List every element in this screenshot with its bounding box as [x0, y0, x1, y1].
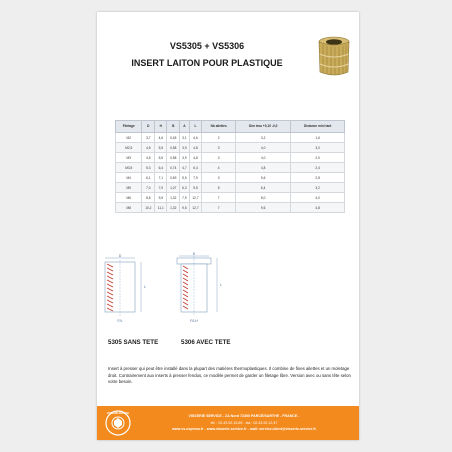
- table-cell: 3,1: [180, 133, 190, 143]
- table-cell: 9,6: [235, 203, 290, 213]
- table-cell: 3: [202, 173, 236, 183]
- table-cell: 4,5: [142, 143, 155, 153]
- table-cell: 1,32: [167, 203, 180, 213]
- table-cell: 6,3: [180, 183, 190, 193]
- brass-insert-image: [315, 34, 353, 80]
- table-cell: 7: [202, 193, 236, 203]
- table-cell: M8: [116, 203, 142, 213]
- table-cell: 2,0: [291, 153, 345, 163]
- table-cell: 4: [202, 163, 236, 173]
- table-cell: 3,7: [142, 133, 155, 143]
- table-cell: 3,9: [180, 153, 190, 163]
- table-cell: 0,69: [167, 173, 180, 183]
- footer-phone: tél. : 02.43.92.15.69 - fax : 02.43.92.12.47: [210, 420, 278, 425]
- table-cell: 7: [202, 203, 236, 213]
- table-row: [116, 163, 345, 173]
- table-cell: 9,5: [189, 183, 202, 193]
- table-row: [116, 193, 345, 203]
- table-cell: 6,4: [235, 183, 290, 193]
- table-row: [116, 133, 345, 143]
- table-cell: 0,58: [167, 153, 180, 163]
- col-distance: Distance mini tant: [291, 121, 345, 133]
- table-cell: 7,0: [142, 183, 155, 193]
- col-filetage: Filetage: [116, 121, 142, 133]
- footer-text: [139, 413, 349, 433]
- footer-web: www.vs-express.fr - www.visserie-service.fr - mail: service.client@visserie-service.fr: [171, 427, 317, 431]
- caption-5306: 5306 AVEC TETE: [181, 339, 231, 346]
- col-b: B: [167, 121, 180, 133]
- dim-label-l: L: [144, 285, 146, 289]
- caption-5305: 5305 SANS TETE: [108, 339, 159, 346]
- col-h: H: [155, 121, 167, 133]
- catalog-page: [97, 12, 359, 440]
- table-cell: M4: [116, 173, 142, 183]
- table-cell: 2,4: [291, 163, 345, 173]
- table-cell: 4,8: [235, 163, 290, 173]
- footer-address: VISSERIE SERVICE - ZA Nord 72300 PARCÉ/SARTHE - FRANCE -: [188, 414, 300, 418]
- table-cell: 7,1: [155, 173, 167, 183]
- table-cell: M5: [116, 183, 142, 193]
- footer-band: [97, 406, 359, 440]
- table-cell: 8,0: [235, 193, 290, 203]
- table-cell: 0,58: [167, 143, 180, 153]
- table-row: [116, 153, 345, 163]
- table-header-row: [116, 121, 345, 133]
- dim-label-fl: F/L: [117, 319, 123, 323]
- table-cell: 9,5: [180, 203, 190, 213]
- dim-label-d: D: [118, 254, 122, 258]
- table-cell: 4,6: [155, 133, 167, 143]
- table-cell: 8,6: [142, 193, 155, 203]
- table-cell: 7,9: [180, 193, 190, 203]
- product-description: [108, 366, 354, 388]
- table-cell: 7,9: [189, 173, 202, 183]
- col-a: A: [180, 121, 190, 133]
- table-cell: 1,6: [291, 133, 345, 143]
- table-cell: 6,1: [142, 173, 155, 183]
- table-cell: 3,2: [291, 183, 345, 193]
- table-row: [116, 173, 345, 183]
- table-cell: M2: [116, 133, 142, 143]
- product-subtitle: INSERT LAITON POUR PLASTIQUE: [131, 58, 283, 68]
- col-d: D: [142, 121, 155, 133]
- table-cell: 10,2: [142, 203, 155, 213]
- col-dim-trou: Dim trou +0,10 -0,0: [235, 121, 290, 133]
- table-cell: 3,0: [291, 143, 345, 153]
- table-cell: 3,9: [180, 143, 190, 153]
- drawing-5306: [169, 252, 249, 324]
- table-cell: 4,8: [291, 203, 345, 213]
- table-cell: 4,6: [189, 133, 202, 143]
- table-cell: 3,2: [235, 133, 290, 143]
- table-cell: 4,0: [235, 143, 290, 153]
- table-cell: 2,8: [291, 173, 345, 183]
- dim-label-flh: F/LH: [190, 319, 198, 323]
- table-cell: M2,5: [116, 143, 142, 153]
- col-nb-ailettes: Nb ailettes: [202, 121, 236, 133]
- table-cell: 5: [202, 183, 236, 193]
- table-cell: 1,07: [167, 183, 180, 193]
- table-cell: 5,6: [235, 173, 290, 183]
- drawing-5305: [97, 252, 177, 324]
- table-cell: 9,5: [155, 193, 167, 203]
- table-cell: 5,5: [180, 173, 190, 183]
- table-cell: 12,7: [189, 203, 202, 213]
- col-l: L: [189, 121, 202, 133]
- table-cell: 7,9: [155, 183, 167, 193]
- table-cell: 3: [202, 143, 236, 153]
- table-cell: 12,7: [189, 193, 202, 203]
- table-cell: M6: [116, 193, 142, 203]
- table-cell: 0,45: [167, 133, 180, 143]
- table-cell: 4,8: [189, 153, 202, 163]
- table-cell: 5,5: [155, 143, 167, 153]
- table-row: [116, 183, 345, 193]
- logo-text: VISSERIE SERVICE: [106, 412, 130, 416]
- table-cell: M3: [116, 153, 142, 163]
- table-cell: M3,5: [116, 163, 142, 173]
- visserie-service-logo: [105, 410, 131, 436]
- table-cell: 5,3: [142, 163, 155, 173]
- product-title: VS5305 + VS5306: [169, 41, 245, 51]
- table-cell: 0,74: [167, 163, 180, 173]
- dim-label-l: L: [220, 283, 222, 287]
- table-cell: 4,8: [189, 143, 202, 153]
- table-cell: 2: [202, 133, 236, 143]
- table-row: [116, 143, 345, 153]
- table-cell: 4,5: [142, 153, 155, 163]
- table-cell: 3: [202, 153, 236, 163]
- spec-table: [115, 120, 345, 213]
- table-cell: 4,0: [235, 153, 290, 163]
- description-paragraph: Insert à presser qui peut être installé dans la plupart des matières thermoplastiques. Il combine de fines ailettes et un moletage droit. Contrairement aux inserts à presser fendus, ce modèle permet de garder un filetage libre. Version avec ou sans tête selon votre besoin.: [108, 366, 351, 385]
- dim-label-d: D: [192, 252, 196, 256]
- table-cell: 11,1: [155, 203, 167, 213]
- table-cell: 6,4: [155, 163, 167, 173]
- table-cell: 1,32: [167, 193, 180, 203]
- table-row: [116, 203, 345, 213]
- table-cell: 6,4: [189, 163, 202, 173]
- table-cell: 4,0: [291, 193, 345, 203]
- table-cell: 5,5: [155, 153, 167, 163]
- table-cell: 4,7: [180, 163, 190, 173]
